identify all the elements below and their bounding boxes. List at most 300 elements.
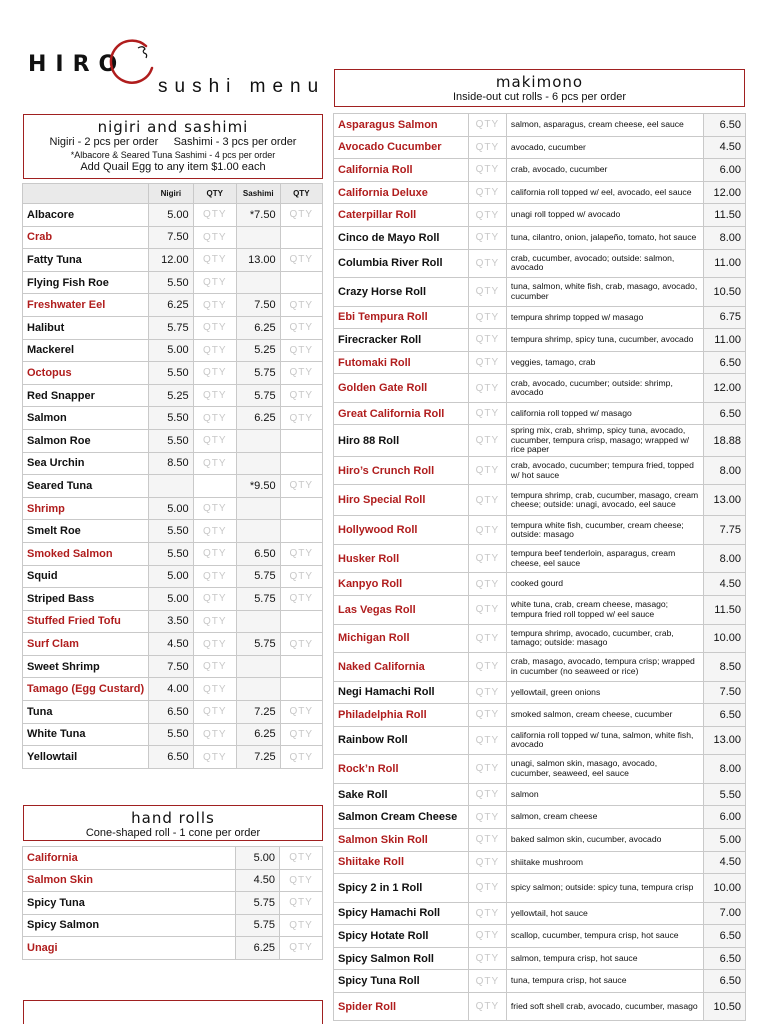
makimono-row <box>334 114 746 137</box>
makimono-item-name: Sake Roll <box>334 783 469 806</box>
sashimi-price <box>236 678 280 701</box>
makimono-item-name: Spider Roll <box>334 992 469 1021</box>
nigiri-item-name: Yellowtail <box>23 746 149 769</box>
empty-cell <box>280 520 322 543</box>
makimono-description: tuna, tempura crisp, hot sauce <box>506 970 703 993</box>
makimono-item-name: Crazy Horse Roll <box>334 278 469 307</box>
makimono-price: 4.50 <box>704 573 746 596</box>
makimono-row <box>334 783 746 806</box>
hand-roll-qty-input[interactable]: QTY <box>280 869 323 892</box>
empty-cell <box>280 226 322 249</box>
nigiri-item-name: Fatty Tuna <box>23 249 149 272</box>
bottom-empty-box <box>23 1000 323 1024</box>
nigiri-row <box>23 610 323 633</box>
nigiri-item-name: White Tuna <box>23 723 149 746</box>
makimono-qty-input[interactable]: QTY <box>468 159 506 182</box>
nigiri-row <box>23 565 323 588</box>
nigiri-item-name: Sea Urchin <box>23 452 149 475</box>
sashimi-price: 13.00 <box>236 249 280 272</box>
nigiri-col-header: Nigiri <box>149 184 193 204</box>
nigiri-qty-input[interactable]: QTY <box>193 497 236 520</box>
makimono-row <box>334 181 746 204</box>
nigiri-qty-input[interactable]: QTY <box>193 723 236 746</box>
makimono-description: spring mix, crab, shrimp, spicy tuna, avocado, cucumber, tempura crisp, masago; wrapped w/ rice paper <box>506 425 703 457</box>
makimono-item-name: Great California Roll <box>334 402 469 425</box>
nigiri-row <box>23 723 323 746</box>
nigiri-table <box>22 183 323 769</box>
nigiri-qty-input[interactable]: QTY <box>193 655 236 678</box>
makimono-description: tempura beef tenderloin, asparagus, cream cheese, eel sauce <box>506 544 703 573</box>
nigiri-row <box>23 542 323 565</box>
makimono-price: 5.00 <box>704 828 746 851</box>
makimono-item-name: Kanpyo Roll <box>334 573 469 596</box>
makimono-row <box>334 624 746 653</box>
nigiri-row <box>23 633 323 656</box>
makimono-qty-input[interactable]: QTY <box>468 874 506 903</box>
nigiri-price: 6.50 <box>149 746 193 769</box>
sashimi-qty-input[interactable]: QTY <box>280 701 322 724</box>
makimono-item-name: Philadelphia Roll <box>334 704 469 727</box>
makimono-description: scallop, cucumber, tempura crisp, hot sauce <box>506 925 703 948</box>
makimono-qty-input[interactable]: QTY <box>468 204 506 227</box>
makimono-description: salmon, asparagus, cream cheese, eel sauce <box>506 114 703 137</box>
makimono-description: salmon, tempura crisp, hot sauce <box>506 947 703 970</box>
makimono-description: cooked gourd <box>506 573 703 596</box>
makimono-qty-input[interactable]: QTY <box>468 653 506 682</box>
makimono-description: crab, cucumber, avocado; outside: salmon, avocado <box>506 249 703 278</box>
nigiri-qty-input[interactable]: QTY <box>193 542 236 565</box>
makimono-qty-input[interactable]: QTY <box>468 726 506 755</box>
makimono-item-name: Negi Hamachi Roll <box>334 681 469 704</box>
makimono-price: 12.00 <box>704 181 746 204</box>
hand-roll-price: 5.00 <box>236 847 280 870</box>
nigiri-row <box>23 407 323 430</box>
makimono-qty-input[interactable]: QTY <box>468 902 506 925</box>
nigiri-price: 3.50 <box>149 610 193 633</box>
sashimi-qty-input[interactable]: QTY <box>280 723 322 746</box>
makimono-price: 10.50 <box>704 278 746 307</box>
makimono-item-name: Spicy Salmon Roll <box>334 947 469 970</box>
makimono-qty-input[interactable]: QTY <box>468 806 506 829</box>
makimono-qty-input[interactable]: QTY <box>468 851 506 874</box>
makimono-description: salmon, cream cheese <box>506 806 703 829</box>
makimono-row <box>334 573 746 596</box>
nigiri-row <box>23 339 323 362</box>
nigiri-qty-input[interactable]: QTY <box>193 565 236 588</box>
makimono-qty-input[interactable]: QTY <box>468 573 506 596</box>
makimono-item-name: Futomaki Roll <box>334 351 469 374</box>
makimono-price: 6.00 <box>704 159 746 182</box>
hand-rolls-table <box>22 846 323 960</box>
makimono-item-name: Hiro 88 Roll <box>334 425 469 457</box>
makimono-qty-input[interactable]: QTY <box>468 596 506 625</box>
makimono-price: 6.50 <box>704 351 746 374</box>
nigiri-item-name: Salmon Roe <box>23 429 149 452</box>
makimono-price: 7.00 <box>704 902 746 925</box>
makimono-qty-input[interactable]: QTY <box>468 516 506 545</box>
makimono-description: tempura shrimp topped w/ masago <box>506 306 703 329</box>
nigiri-qty-input[interactable]: QTY <box>193 407 236 430</box>
makimono-row <box>334 851 746 874</box>
makimono-qty-input[interactable]: QTY <box>468 485 506 516</box>
nigiri-qty-input[interactable]: QTY <box>193 316 236 339</box>
hand-roll-name: Spicy Tuna <box>23 892 236 915</box>
makimono-item-name: California Roll <box>334 159 469 182</box>
nigiri-price: 5.25 <box>149 384 193 407</box>
nigiri-qty-input[interactable]: QTY <box>193 520 236 543</box>
makimono-price: 8.00 <box>704 456 746 485</box>
nigiri-qty-input[interactable]: QTY <box>193 746 236 769</box>
makimono-qty-input[interactable]: QTY <box>468 544 506 573</box>
logo-word: HIRO <box>28 52 127 77</box>
nigiri-price: 8.50 <box>149 452 193 475</box>
nigiri-qty-input[interactable]: QTY <box>193 204 236 227</box>
makimono-row <box>334 925 746 948</box>
makimono-row <box>334 306 746 329</box>
makimono-price: 10.00 <box>704 874 746 903</box>
nigiri-row <box>23 294 323 317</box>
hand-roll-name: Spicy Salmon <box>23 914 236 937</box>
makimono-row <box>334 828 746 851</box>
sashimi-qty-header: QTY <box>280 184 322 204</box>
nigiri-item-name: Smelt Roe <box>23 520 149 543</box>
nigiri-qty-input[interactable]: QTY <box>193 249 236 272</box>
logo <box>28 38 328 102</box>
nigiri-qty-input[interactable]: QTY <box>193 588 236 611</box>
nigiri-price: 5.50 <box>149 362 193 385</box>
makimono-description: yellowtail, green onions <box>506 681 703 704</box>
nigiri-price: 12.00 <box>149 249 193 272</box>
nigiri-item-name: Smoked Salmon <box>23 542 149 565</box>
makimono-row <box>334 425 746 457</box>
makimono-qty-input[interactable]: QTY <box>468 970 506 993</box>
hand-roll-price: 5.75 <box>236 914 280 937</box>
nigiri-qty-input[interactable]: QTY <box>193 362 236 385</box>
nigiri-price: 5.00 <box>149 339 193 362</box>
sashimi-qty-input[interactable]: QTY <box>280 565 322 588</box>
sashimi-qty-input[interactable]: QTY <box>280 204 322 227</box>
nigiri-item-name: Stuffed Fried Tofu <box>23 610 149 633</box>
makimono-description: unagi, salmon skin, masago, avocado, cucumber, seaweed, eel sauce <box>506 755 703 784</box>
nigiri-price: 5.50 <box>149 542 193 565</box>
sashimi-price: 5.75 <box>236 565 280 588</box>
nigiri-note: *Albacore & Seared Tuna Sashimi - 4 pcs per order <box>70 150 276 160</box>
makimono-price: 6.50 <box>704 925 746 948</box>
empty-cell <box>280 497 322 520</box>
sashimi-qty-input[interactable]: QTY <box>280 542 322 565</box>
makimono-qty-input[interactable]: QTY <box>468 755 506 784</box>
sashimi-price: 6.50 <box>236 542 280 565</box>
sashimi-qty-input[interactable]: QTY <box>280 633 322 656</box>
sashimi-qty-input[interactable]: QTY <box>280 294 322 317</box>
makimono-qty-input[interactable]: QTY <box>468 681 506 704</box>
sashimi-price: 6.25 <box>236 316 280 339</box>
sashimi-price: 5.75 <box>236 384 280 407</box>
makimono-price: 6.00 <box>704 806 746 829</box>
nigiri-item-name: Halibut <box>23 316 149 339</box>
makimono-item-name: Caterpillar Roll <box>334 204 469 227</box>
sashimi-qty-input[interactable]: QTY <box>280 316 322 339</box>
nigiri-price: 5.00 <box>149 588 193 611</box>
makimono-row <box>334 874 746 903</box>
nigiri-price: 7.50 <box>149 226 193 249</box>
empty-cell <box>280 610 322 633</box>
nigiri-price: 4.50 <box>149 633 193 656</box>
makimono-row <box>334 947 746 970</box>
nigiri-price: 6.25 <box>149 294 193 317</box>
sashimi-price: 6.25 <box>236 723 280 746</box>
makimono-qty-input[interactable]: QTY <box>468 402 506 425</box>
makimono-qty-input[interactable]: QTY <box>468 329 506 352</box>
hand-roll-row <box>23 937 323 960</box>
makimono-qty-input[interactable]: QTY <box>468 181 506 204</box>
makimono-row <box>334 329 746 352</box>
makimono-item-name: Shiitake Roll <box>334 851 469 874</box>
makimono-description: salmon <box>506 783 703 806</box>
logo-subtitle: sushi menu <box>158 76 326 97</box>
nigiri-qty-input[interactable]: QTY <box>193 294 236 317</box>
nigiri-qty-input[interactable]: QTY <box>193 429 236 452</box>
makimono-qty-input[interactable]: QTY <box>468 704 506 727</box>
sashimi-price <box>236 610 280 633</box>
hand-roll-qty-input[interactable]: QTY <box>280 937 323 960</box>
hand-roll-row <box>23 892 323 915</box>
nigiri-item-name: Albacore <box>23 204 149 227</box>
makimono-qty-input[interactable]: QTY <box>468 136 506 159</box>
makimono-description: california roll topped w/ masago <box>506 402 703 425</box>
makimono-qty-input[interactable]: QTY <box>468 992 506 1021</box>
empty-cell <box>280 271 322 294</box>
nigiri-row <box>23 316 323 339</box>
makimono-item-name: Columbia River Roll <box>334 249 469 278</box>
nigiri-price: 5.75 <box>149 316 193 339</box>
nigiri-item-name: Seared Tuna <box>23 475 149 498</box>
nigiri-title: nigiri and sashimi <box>97 118 249 136</box>
nigiri-item-name: Flying Fish Roe <box>23 271 149 294</box>
makimono-row <box>334 204 746 227</box>
makimono-description: tuna, salmon, white fish, crab, masago, avocado, cucumber <box>506 278 703 307</box>
sashimi-qty-input[interactable]: QTY <box>280 475 322 498</box>
sashimi-price <box>236 520 280 543</box>
makimono-price: 6.50 <box>704 970 746 993</box>
makimono-price: 11.50 <box>704 204 746 227</box>
makimono-qty-input[interactable]: QTY <box>468 278 506 307</box>
makimono-price: 11.00 <box>704 249 746 278</box>
sashimi-price <box>236 271 280 294</box>
empty-cell <box>280 655 322 678</box>
nigiri-name-header <box>23 184 149 204</box>
makimono-price: 8.00 <box>704 226 746 249</box>
makimono-qty-input[interactable]: QTY <box>468 783 506 806</box>
nigiri-row <box>23 701 323 724</box>
hand-rolls-section-header <box>23 805 323 841</box>
makimono-item-name: Firecracker Roll <box>334 329 469 352</box>
makimono-description: spicy salmon; outside: spicy tuna, tempura crisp <box>506 874 703 903</box>
makimono-qty-input[interactable]: QTY <box>468 249 506 278</box>
nigiri-row <box>23 204 323 227</box>
nigiri-qty-input[interactable]: QTY <box>193 701 236 724</box>
makimono-qty-input[interactable]: QTY <box>468 456 506 485</box>
nigiri-item-name: Red Snapper <box>23 384 149 407</box>
sashimi-price <box>236 226 280 249</box>
makimono-item-name: Hollywood Roll <box>334 516 469 545</box>
makimono-row <box>334 726 746 755</box>
makimono-qty-input[interactable]: QTY <box>468 828 506 851</box>
makimono-row <box>334 159 746 182</box>
makimono-item-name: Spicy 2 in 1 Roll <box>334 874 469 903</box>
sashimi-qty-input[interactable]: QTY <box>280 588 322 611</box>
nigiri-row <box>23 678 323 701</box>
makimono-description: smoked salmon, cream cheese, cucumber <box>506 704 703 727</box>
makimono-item-name: Husker Roll <box>334 544 469 573</box>
nigiri-price: 7.50 <box>149 655 193 678</box>
nigiri-item-name: Striped Bass <box>23 588 149 611</box>
sashimi-price: 7.25 <box>236 746 280 769</box>
makimono-price: 6.50 <box>704 947 746 970</box>
makimono-qty-input[interactable]: QTY <box>468 925 506 948</box>
nigiri-item-name: Crab <box>23 226 149 249</box>
nigiri-qty-input[interactable]: QTY <box>193 633 236 656</box>
nigiri-price: 5.50 <box>149 723 193 746</box>
makimono-item-name: Salmon Cream Cheese <box>334 806 469 829</box>
makimono-qty-input[interactable]: QTY <box>468 374 506 403</box>
makimono-price: 6.50 <box>704 114 746 137</box>
makimono-price: 13.00 <box>704 726 746 755</box>
hand-roll-qty-input[interactable]: QTY <box>280 892 323 915</box>
makimono-price: 6.50 <box>704 704 746 727</box>
nigiri-price: 5.50 <box>149 520 193 543</box>
makimono-price: 8.50 <box>704 653 746 682</box>
nigiri-row <box>23 249 323 272</box>
makimono-title: makimono <box>495 73 584 91</box>
makimono-price: 8.00 <box>704 755 746 784</box>
nigiri-item-name: Tamago (Egg Custard) <box>23 678 149 701</box>
sashimi-price: 6.25 <box>236 407 280 430</box>
nigiri-price <box>149 475 193 498</box>
nigiri-row <box>23 452 323 475</box>
makimono-description: veggies, tamago, crab <box>506 351 703 374</box>
nigiri-price: 5.00 <box>149 565 193 588</box>
sashimi-qty-input[interactable]: QTY <box>280 384 322 407</box>
makimono-price: 18.88 <box>704 425 746 457</box>
makimono-description: avocado, cucumber <box>506 136 703 159</box>
makimono-description: white tuna, crab, cream cheese, masago; tempura fried roll topped w/ eel sauce <box>506 596 703 625</box>
nigiri-qty-input[interactable]: QTY <box>193 271 236 294</box>
sashimi-qty-input[interactable]: QTY <box>280 746 322 769</box>
hand-rolls-title: hand rolls <box>131 809 215 827</box>
makimono-row <box>334 136 746 159</box>
makimono-item-name: Spicy Hamachi Roll <box>334 902 469 925</box>
makimono-row <box>334 374 746 403</box>
makimono-qty-input[interactable]: QTY <box>468 425 506 457</box>
makimono-description: crab, avocado, cucumber; tempura fried, topped w/ hot sauce <box>506 456 703 485</box>
makimono-description: baked salmon skin, cucumber, avocado <box>506 828 703 851</box>
makimono-description: yellowtail, hot sauce <box>506 902 703 925</box>
makimono-row <box>334 681 746 704</box>
sashimi-qty-input[interactable]: QTY <box>280 249 322 272</box>
hand-roll-row <box>23 869 323 892</box>
hand-roll-name: California <box>23 847 236 870</box>
nigiri-row <box>23 520 323 543</box>
makimono-item-name: Hiro’s Crunch Roll <box>334 456 469 485</box>
nigiri-row <box>23 429 323 452</box>
makimono-row <box>334 596 746 625</box>
makimono-price: 8.00 <box>704 544 746 573</box>
makimono-price: 6.75 <box>704 306 746 329</box>
makimono-qty-input[interactable]: QTY <box>468 351 506 374</box>
nigiri-subtitle: Nigiri - 2 pcs per order Sashimi - 3 pcs per order <box>49 136 297 148</box>
makimono-qty-input[interactable]: QTY <box>468 306 506 329</box>
makimono-row <box>334 485 746 516</box>
nigiri-qty-input[interactable]: QTY <box>193 610 236 633</box>
nigiri-price: 5.50 <box>149 271 193 294</box>
makimono-section-header <box>334 69 745 107</box>
nigiri-item-name: Sweet Shrimp <box>23 655 149 678</box>
makimono-price: 10.50 <box>704 992 746 1021</box>
makimono-item-name: California Deluxe <box>334 181 469 204</box>
makimono-description: crab, avocado, cucumber; outside: shrimp, avocado <box>506 374 703 403</box>
makimono-price: 7.50 <box>704 681 746 704</box>
makimono-qty-input[interactable]: QTY <box>468 226 506 249</box>
sashimi-qty-input[interactable]: QTY <box>280 407 322 430</box>
nigiri-row <box>23 384 323 407</box>
nigiri-row <box>23 588 323 611</box>
hand-roll-row <box>23 914 323 937</box>
nigiri-row <box>23 655 323 678</box>
sashimi-qty-input[interactable]: QTY <box>280 339 322 362</box>
hand-roll-qty-input[interactable]: QTY <box>280 847 323 870</box>
makimono-price: 7.75 <box>704 516 746 545</box>
empty-cell <box>193 475 236 498</box>
nigiri-row <box>23 746 323 769</box>
nigiri-qty-input[interactable]: QTY <box>193 452 236 475</box>
nigiri-item-name: Freshwater Eel <box>23 294 149 317</box>
nigiri-qty-input[interactable]: QTY <box>193 384 236 407</box>
makimono-qty-input[interactable]: QTY <box>468 947 506 970</box>
hand-roll-price: 5.75 <box>236 892 280 915</box>
nigiri-row <box>23 497 323 520</box>
sashimi-price: *9.50 <box>236 475 280 498</box>
makimono-item-name: Spicy Hotate Roll <box>334 925 469 948</box>
makimono-qty-input[interactable]: QTY <box>468 624 506 653</box>
makimono-qty-input[interactable]: QTY <box>468 114 506 137</box>
makimono-row <box>334 653 746 682</box>
makimono-item-name: Michigan Roll <box>334 624 469 653</box>
sashimi-qty-input[interactable]: QTY <box>280 362 322 385</box>
makimono-item-name: Cinco de Mayo Roll <box>334 226 469 249</box>
nigiri-qty-input[interactable]: QTY <box>193 678 236 701</box>
nigiri-qty-input[interactable]: QTY <box>193 339 236 362</box>
makimono-description: california roll topped w/ eel, avocado, eel sauce <box>506 181 703 204</box>
makimono-row <box>334 456 746 485</box>
makimono-item-name: Rainbow Roll <box>334 726 469 755</box>
hand-roll-name: Salmon Skin <box>23 869 236 892</box>
makimono-row <box>334 704 746 727</box>
sashimi-price: 5.75 <box>236 362 280 385</box>
makimono-description: tempura shrimp, spicy tuna, cucumber, avocado <box>506 329 703 352</box>
sashimi-col-header: Sashimi <box>236 184 280 204</box>
makimono-row <box>334 992 746 1021</box>
makimono-item-name: Golden Gate Roll <box>334 374 469 403</box>
makimono-price: 5.50 <box>704 783 746 806</box>
makimono-subtitle: Inside-out cut rolls - 6 pcs per order <box>452 91 627 103</box>
nigiri-qty-input[interactable]: QTY <box>193 226 236 249</box>
nigiri-price: 5.50 <box>149 429 193 452</box>
makimono-description: crab, avocado, cucumber <box>506 159 703 182</box>
empty-cell <box>280 452 322 475</box>
makimono-row <box>334 351 746 374</box>
hand-roll-qty-input[interactable]: QTY <box>280 914 323 937</box>
